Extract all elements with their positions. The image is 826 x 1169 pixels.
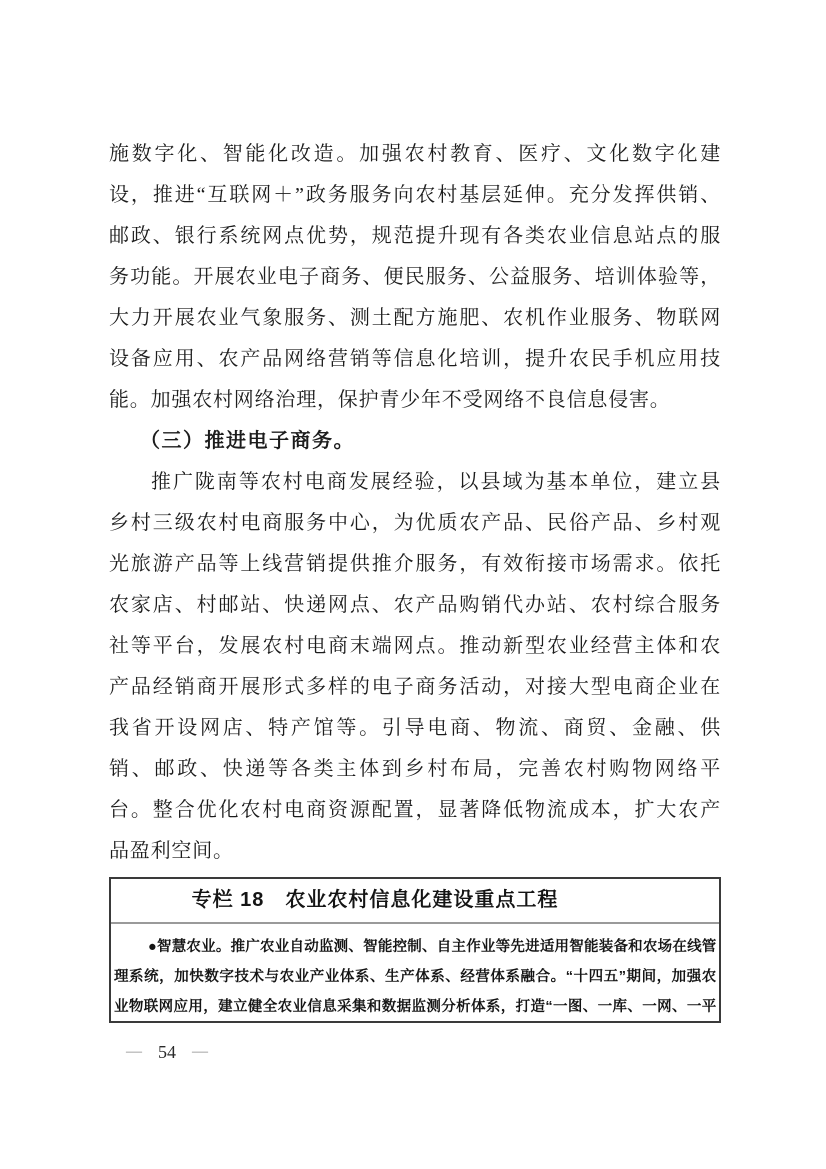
body-line: 大力开展农业气象服务、测土配方施肥、农机作业服务、物联网 <box>109 307 721 329</box>
body-line: 我省开设网店、特产馆等。引导电商、物流、商贸、金融、供 <box>109 717 721 739</box>
page-number: 54 <box>158 1042 176 1062</box>
body-line: 设，推进“互联网＋”政务服务向农村基层延伸。充分发挥供销、 <box>109 184 721 206</box>
body-line: 推广陇南等农村电商发展经验，以县域为基本单位，建立县 <box>151 471 721 493</box>
body-line: 能。加强农村网络治理，保护青少年不受网络不良信息侵害。 <box>109 389 671 411</box>
footer-dash-left: — <box>126 1043 142 1060</box>
body-line: 产品经销商开展形式多样的电子商务活动，对接大型电商企业在 <box>109 676 721 698</box>
panel-title <box>111 879 719 924</box>
special-column-panel <box>109 877 721 1023</box>
body-text <box>109 134 721 872</box>
body-line: 销、邮政、快递等各类主体到乡村布局，完善农村购物网络平 <box>109 758 721 780</box>
body-line: 品盈利空间。 <box>109 840 234 862</box>
panel-title-text: 专栏 18 农业农村信息化建设重点工程 <box>191 889 559 911</box>
body-line: 乡村三级农村电商服务中心，为优质农产品、民俗产品、乡村观 <box>109 512 721 534</box>
panel-line: 理系统，加快数字技术与农业产业体系、生产体系、经营体系融合。“十四五”期间，加强农 <box>114 969 716 985</box>
body-line: 农家店、村邮站、快递网点、农产品购销代办站、农村综合服务 <box>109 594 721 616</box>
panel-body <box>111 924 719 1022</box>
body-line: 务功能。开展农业电子商务、便民服务、公益服务、培训体验等， <box>109 266 721 288</box>
section-heading-line: （三）推进电子商务。 <box>140 430 355 452</box>
body-line: 社等平台，发展农村电商末端网点。推动新型农业经营主体和农 <box>109 635 721 657</box>
footer-dash-right: — <box>192 1043 208 1060</box>
body-line: 邮政、银行系统网点优势，规范提升现有各类农业信息站点的服 <box>109 225 721 247</box>
body-line: 光旅游产品等上线营销提供推介服务，有效衔接市场需求。依托 <box>109 553 721 575</box>
panel-line: 业物联网应用，建立健全农业信息采集和数据监测分析体系，打造“一图、一库、一网、一平 <box>114 999 716 1015</box>
body-line: 台。整合优化农村电商资源配置，显著降低物流成本，扩大农产 <box>109 799 721 821</box>
page-footer <box>126 1040 208 1064</box>
body-line: 施数字化、智能化改造。加强农村教育、医疗、文化数字化建 <box>109 143 721 165</box>
body-line: 设备应用、农产品网络营销等信息化培训，提升农民手机应用技 <box>109 348 721 370</box>
panel-line: ●智慧农业。推广农业自动监测、智能控制、自主作业等先进适用智能装备和农场在线管 <box>148 939 716 955</box>
